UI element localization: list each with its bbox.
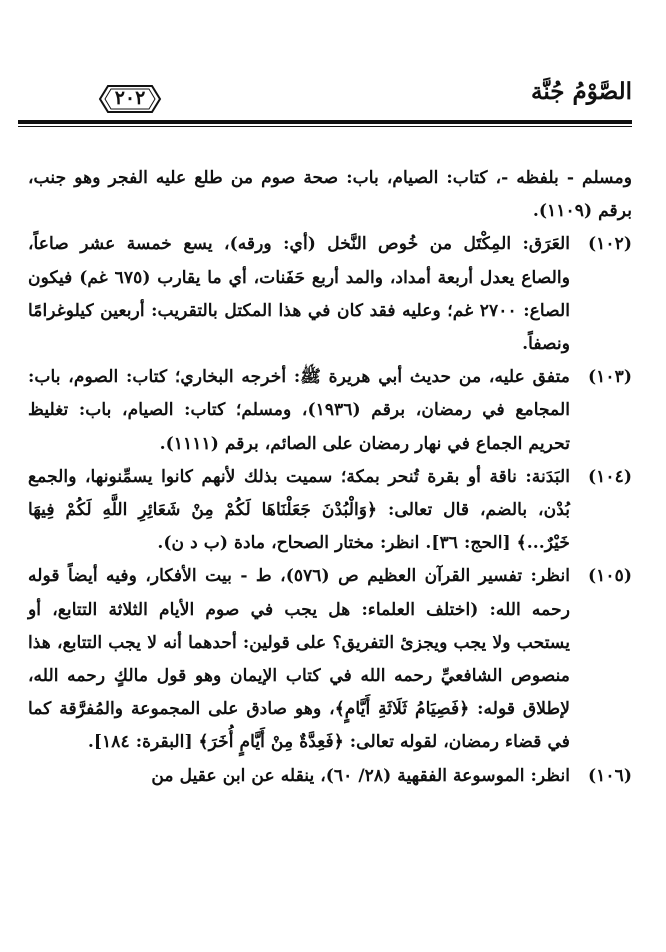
footnote-text: انظر: تفسير القرآن العظيم ص (٥٧٦)، ط - بيت الأفكار، وفيه أيضاً قوله رحمه الله: (اختلف العلماء: هل يجب في صوم الأيام الثلاثة التتابع، أو يستحب ولا يجب ويجزئ التفريق؟ على قولين: أحدهما أنه لا يجب التتابع، هذا منصوص الشافعيِّ رحمه الله في كتاب الإيمان وهو قول مالكٍ رحمه الله، لإطلاق قوله: ﴿فَصِيَامُ ثَلَاثَةِ أَيَّامٍ﴾، وهو صادق على المجموعة والمُفرَّقة كما في قضاء رمضان، لقوله تعالى: ﴿فَعِدَّةٌ مِنْ أَيَّامٍ أُخَرَ﴾ [البقرة: ١٨٤]. [28,566,570,753]
footnote-102 [28,228,632,361]
running-title: الصَّوْمُ جُنَّة [531,78,632,105]
footnote-103 [28,361,632,461]
footnote-text: البَدَنة: ناقة أو بقرة تُنحر بمكة؛ سميت بذلك لأنهم كانوا يسمِّنونها، والجمع بُدْن، بالضم، قال تعالى: ﴿وَالْبُدْنَ جَعَلْنَاهَا لَكُمْ مِنْ شَعَائِرِ اللَّهِ لَكُمْ فِيهَا خَيْرٌ...﴾ [الحج: ٣٦]. انظر: مختار الصحاح، مادة (ب د ن). [28,466,570,554]
footnote-number: (١٠٦) [588,765,632,786]
footnotes [28,162,632,793]
footnote-number: (١٠٤) [588,466,632,487]
page-number-badge [98,84,162,114]
footnote-106 [28,760,632,793]
footnote-text: العَرَق: المِكْتَل من خُوص النَّخل (أي: ورقه)، يسع خمسة عشر صاعاً، والصاع يعدل أربعة أمداد، والمد أربع حَفَنات، أي ما يقارب (٦٧٥ غم) فيكون الصاع: ٢٧٠٠ غم؛ وعليه فقد كان في هذا المكتل بالتقريب: أربعين كيلوغرامًا ونصفاً. [28,234,570,355]
footnote-105 [28,560,632,759]
footnote-text: متفق عليه، من حديث أبي هريرة ﷺ: أخرجه البخاري؛ كتاب: الصوم، باب: المجامع في رمضان، برقم (١٩٣٦)، ومسلم؛ كتاب: الصيام، باب: تغليظ تحريم الجماع في نهار رمضان على الصائم، برقم (١١١١). [28,367,570,454]
footnote-104 [28,461,632,561]
footnote-number: (١٠٢) [588,234,632,255]
footnote-text: انظر: الموسوعة الفقهية (٢٨/ ٦٠)، ينقله عن ابن عقيل من [151,765,570,786]
footnote-continuation [28,162,632,228]
header-rule-thin [18,126,632,127]
page-number: ٢٠٢ [114,87,146,109]
header-rule-thick [18,120,632,124]
footnote-number: (١٠٣) [588,367,632,388]
footnote-text: ومسلم - بلفظه -، كتاب: الصيام، باب: صحة صوم من طلع عليه الفجر وهو جنب، برقم (١١٠٩). [28,168,632,222]
footnote-number: (١٠٥) [588,566,632,587]
page-header [18,72,632,130]
